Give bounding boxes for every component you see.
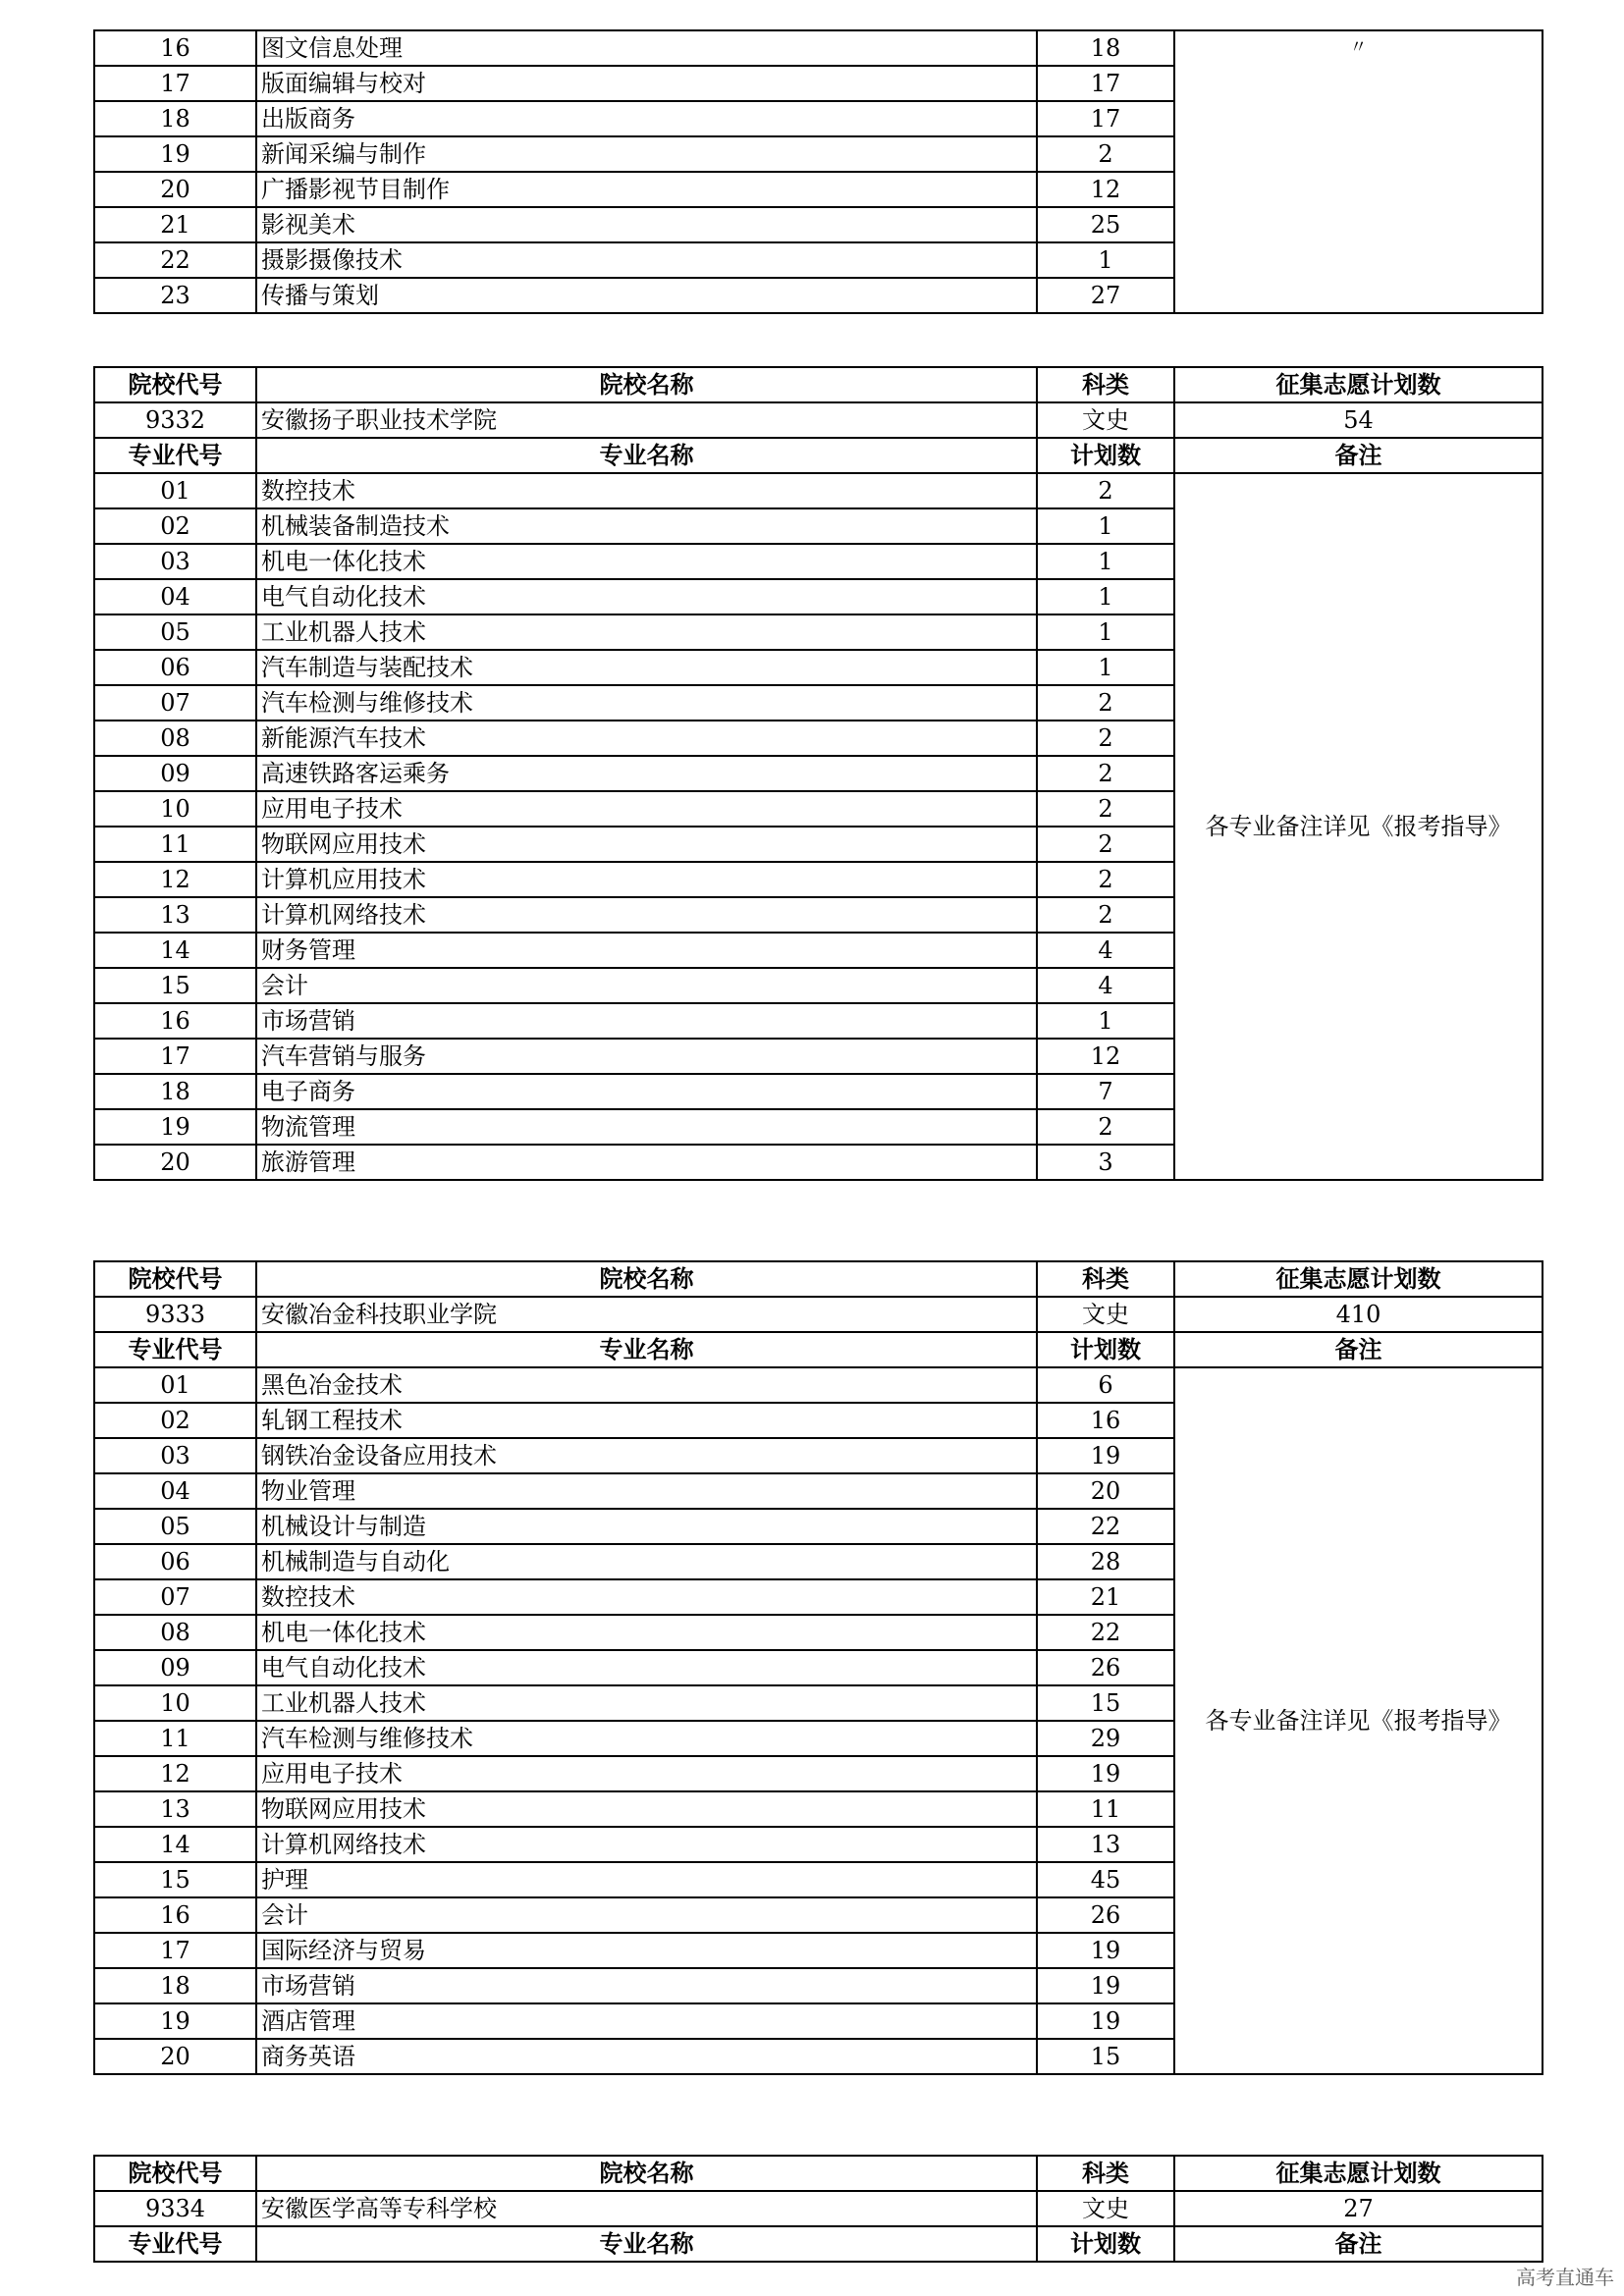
school-plan-total: 410 xyxy=(1174,1297,1543,1332)
major-header-row xyxy=(94,2226,1543,2262)
plan-count: 11 xyxy=(1037,1791,1174,1827)
major-name: 汽车营销与服务 xyxy=(256,1039,1037,1074)
major-name: 图文信息处理 xyxy=(256,30,1037,66)
plan-count: 21 xyxy=(1037,1579,1174,1615)
plan-count: 4 xyxy=(1037,968,1174,1003)
major-code: 13 xyxy=(94,1791,256,1827)
plan-count: 2 xyxy=(1037,897,1174,933)
plan-count: 17 xyxy=(1037,66,1174,101)
major-code: 06 xyxy=(94,1544,256,1579)
header-major-name: 专业名称 xyxy=(256,438,1037,473)
major-name: 市场营销 xyxy=(256,1003,1037,1039)
major-code: 09 xyxy=(94,756,256,791)
major-code: 17 xyxy=(94,1933,256,1968)
major-code: 20 xyxy=(94,1145,256,1180)
header-remarks: 备注 xyxy=(1174,1332,1543,1367)
major-row xyxy=(94,1367,1543,1403)
major-name: 会计 xyxy=(256,968,1037,1003)
major-name: 数控技术 xyxy=(256,473,1037,508)
major-code: 19 xyxy=(94,1109,256,1145)
school-info-row xyxy=(94,2191,1543,2226)
major-code: 07 xyxy=(94,1579,256,1615)
plan-count: 2 xyxy=(1037,473,1174,508)
school-name: 安徽冶金科技职业学院 xyxy=(256,1297,1037,1332)
major-name: 财务管理 xyxy=(256,933,1037,968)
plan-count: 18 xyxy=(1037,30,1174,66)
school-category: 文史 xyxy=(1037,1297,1174,1332)
school-plan-total: 54 xyxy=(1174,402,1543,438)
header-school-code: 院校代号 xyxy=(94,1261,256,1297)
plan-count: 1 xyxy=(1037,1003,1174,1039)
major-code: 02 xyxy=(94,508,256,544)
major-name: 电气自动化技术 xyxy=(256,1650,1037,1685)
major-code: 16 xyxy=(94,1897,256,1933)
header-category: 科类 xyxy=(1037,1261,1174,1297)
plan-count: 20 xyxy=(1037,1473,1174,1509)
school-category: 文史 xyxy=(1037,2191,1174,2226)
major-code: 11 xyxy=(94,827,256,862)
major-name: 电气自动化技术 xyxy=(256,579,1037,614)
header-major-code: 专业代号 xyxy=(94,2226,256,2262)
header-major-code: 专业代号 xyxy=(94,1332,256,1367)
major-code: 19 xyxy=(94,136,256,172)
plan-count: 28 xyxy=(1037,1544,1174,1579)
major-code: 04 xyxy=(94,579,256,614)
major-name: 机电一体化技术 xyxy=(256,544,1037,579)
major-name: 汽车检测与维修技术 xyxy=(256,1721,1037,1756)
plan-count: 2 xyxy=(1037,827,1174,862)
plan-count: 12 xyxy=(1037,1039,1174,1074)
major-code: 03 xyxy=(94,544,256,579)
header-plan-total: 征集志愿计划数 xyxy=(1174,2156,1543,2191)
plan-count: 17 xyxy=(1037,101,1174,136)
major-code: 20 xyxy=(94,2039,256,2074)
major-name: 工业机器人技术 xyxy=(256,614,1037,650)
plan-count: 22 xyxy=(1037,1615,1174,1650)
remarks-note: 〃 xyxy=(1174,30,1543,313)
school-code: 9332 xyxy=(94,402,256,438)
school-plan-total: 27 xyxy=(1174,2191,1543,2226)
major-code: 16 xyxy=(94,1003,256,1039)
plan-count: 13 xyxy=(1037,1827,1174,1862)
header-school-code: 院校代号 xyxy=(94,2156,256,2191)
plan-count: 19 xyxy=(1037,2003,1174,2039)
major-name: 物联网应用技术 xyxy=(256,827,1037,862)
major-name: 工业机器人技术 xyxy=(256,1685,1037,1721)
major-name: 物业管理 xyxy=(256,1473,1037,1509)
plan-count: 16 xyxy=(1037,1403,1174,1438)
major-code: 05 xyxy=(94,1509,256,1544)
header-category: 科类 xyxy=(1037,2156,1174,2191)
plan-count: 2 xyxy=(1037,685,1174,721)
major-name: 应用电子技术 xyxy=(256,1756,1037,1791)
major-code: 22 xyxy=(94,242,256,278)
header-category: 科类 xyxy=(1037,367,1174,402)
major-code: 23 xyxy=(94,278,256,313)
school-category: 文史 xyxy=(1037,402,1174,438)
major-code: 18 xyxy=(94,1074,256,1109)
plan-count: 15 xyxy=(1037,1685,1174,1721)
header-school-code: 院校代号 xyxy=(94,367,256,402)
major-code: 10 xyxy=(94,791,256,827)
major-name: 机械装备制造技术 xyxy=(256,508,1037,544)
plan-count: 4 xyxy=(1037,933,1174,968)
major-row xyxy=(94,473,1543,508)
major-code: 07 xyxy=(94,685,256,721)
school-header-row xyxy=(94,367,1543,402)
plan-count: 22 xyxy=(1037,1509,1174,1544)
watermark-text: 高考直通车 xyxy=(1516,2266,1614,2289)
major-name: 轧钢工程技术 xyxy=(256,1403,1037,1438)
major-code: 21 xyxy=(94,207,256,242)
school-code: 9334 xyxy=(94,2191,256,2226)
major-code: 10 xyxy=(94,1685,256,1721)
major-name: 版面编辑与校对 xyxy=(256,66,1037,101)
header-plan-count: 计划数 xyxy=(1037,438,1174,473)
header-school-name: 院校名称 xyxy=(256,1261,1037,1297)
major-code: 02 xyxy=(94,1403,256,1438)
major-name: 广播影视节目制作 xyxy=(256,172,1037,207)
major-name: 影视美术 xyxy=(256,207,1037,242)
plan-count: 2 xyxy=(1037,791,1174,827)
school-info-row xyxy=(94,1297,1543,1332)
plan-count: 1 xyxy=(1037,508,1174,544)
major-code: 05 xyxy=(94,614,256,650)
plan-count: 1 xyxy=(1037,242,1174,278)
major-code: 11 xyxy=(94,1721,256,1756)
major-name: 会计 xyxy=(256,1897,1037,1933)
plan-count: 2 xyxy=(1037,136,1174,172)
plan-count: 2 xyxy=(1037,756,1174,791)
major-row xyxy=(94,30,1543,66)
plan-count: 1 xyxy=(1037,579,1174,614)
major-header-row xyxy=(94,438,1543,473)
major-code: 18 xyxy=(94,101,256,136)
major-name: 计算机应用技术 xyxy=(256,862,1037,897)
header-plan-total: 征集志愿计划数 xyxy=(1174,367,1543,402)
plan-count: 7 xyxy=(1037,1074,1174,1109)
header-major-name: 专业名称 xyxy=(256,2226,1037,2262)
major-code: 15 xyxy=(94,968,256,1003)
plan-count: 6 xyxy=(1037,1367,1174,1403)
major-name: 高速铁路客运乘务 xyxy=(256,756,1037,791)
plan-count: 1 xyxy=(1037,544,1174,579)
major-code: 17 xyxy=(94,66,256,101)
major-name: 新闻采编与制作 xyxy=(256,136,1037,172)
major-name: 计算机网络技术 xyxy=(256,1827,1037,1862)
plan-count: 45 xyxy=(1037,1862,1174,1897)
plan-count: 15 xyxy=(1037,2039,1174,2074)
header-major-code: 专业代号 xyxy=(94,438,256,473)
major-code: 16 xyxy=(94,30,256,66)
plan-count: 3 xyxy=(1037,1145,1174,1180)
header-remarks: 备注 xyxy=(1174,2226,1543,2262)
major-name: 计算机网络技术 xyxy=(256,897,1037,933)
plan-count: 2 xyxy=(1037,1109,1174,1145)
header-school-name: 院校名称 xyxy=(256,2156,1037,2191)
header-plan-total: 征集志愿计划数 xyxy=(1174,1261,1543,1297)
major-name: 电子商务 xyxy=(256,1074,1037,1109)
school-table-9333 xyxy=(93,1260,1543,2075)
plan-count: 19 xyxy=(1037,1933,1174,1968)
plan-count: 19 xyxy=(1037,1968,1174,2003)
major-code: 19 xyxy=(94,2003,256,2039)
major-code: 01 xyxy=(94,473,256,508)
major-name: 黑色冶金技术 xyxy=(256,1367,1037,1403)
major-name: 护理 xyxy=(256,1862,1037,1897)
plan-count: 26 xyxy=(1037,1897,1174,1933)
major-name: 国际经济与贸易 xyxy=(256,1933,1037,1968)
major-name: 物联网应用技术 xyxy=(256,1791,1037,1827)
major-code: 14 xyxy=(94,1827,256,1862)
school-name: 安徽扬子职业技术学院 xyxy=(256,402,1037,438)
plan-count: 1 xyxy=(1037,650,1174,685)
school-info-row xyxy=(94,402,1543,438)
header-major-name: 专业名称 xyxy=(256,1332,1037,1367)
major-code: 09 xyxy=(94,1650,256,1685)
header-plan-count: 计划数 xyxy=(1037,2226,1174,2262)
major-code: 15 xyxy=(94,1862,256,1897)
major-name: 传播与策划 xyxy=(256,278,1037,313)
continued-majors-table xyxy=(93,29,1543,314)
major-name: 新能源汽车技术 xyxy=(256,721,1037,756)
school-header-row xyxy=(94,1261,1543,1297)
plan-count: 25 xyxy=(1037,207,1174,242)
major-code: 01 xyxy=(94,1367,256,1403)
major-name: 市场营销 xyxy=(256,1968,1037,2003)
major-code: 08 xyxy=(94,1615,256,1650)
major-name: 汽车检测与维修技术 xyxy=(256,685,1037,721)
plan-count: 2 xyxy=(1037,862,1174,897)
header-plan-count: 计划数 xyxy=(1037,1332,1174,1367)
major-code: 04 xyxy=(94,1473,256,1509)
plan-count: 19 xyxy=(1037,1438,1174,1473)
major-name: 出版商务 xyxy=(256,101,1037,136)
school-table-9334 xyxy=(93,2155,1543,2263)
plan-count: 26 xyxy=(1037,1650,1174,1685)
major-name: 酒店管理 xyxy=(256,2003,1037,2039)
header-remarks: 备注 xyxy=(1174,438,1543,473)
remarks-note: 各专业备注详见《报考指导》 xyxy=(1174,1367,1543,2074)
plan-count: 12 xyxy=(1037,172,1174,207)
major-code: 18 xyxy=(94,1968,256,2003)
major-name: 钢铁冶金设备应用技术 xyxy=(256,1438,1037,1473)
major-code: 17 xyxy=(94,1039,256,1074)
major-name: 汽车制造与装配技术 xyxy=(256,650,1037,685)
major-name: 物流管理 xyxy=(256,1109,1037,1145)
plan-count: 2 xyxy=(1037,721,1174,756)
major-name: 数控技术 xyxy=(256,1579,1037,1615)
major-code: 12 xyxy=(94,1756,256,1791)
major-header-row xyxy=(94,1332,1543,1367)
major-name: 应用电子技术 xyxy=(256,791,1037,827)
plan-count: 27 xyxy=(1037,278,1174,313)
major-code: 08 xyxy=(94,721,256,756)
major-name: 旅游管理 xyxy=(256,1145,1037,1180)
major-name: 机械设计与制造 xyxy=(256,1509,1037,1544)
plan-count: 29 xyxy=(1037,1721,1174,1756)
major-code: 14 xyxy=(94,933,256,968)
school-header-row xyxy=(94,2156,1543,2191)
school-name: 安徽医学高等专科学校 xyxy=(256,2191,1037,2226)
major-name: 摄影摄像技术 xyxy=(256,242,1037,278)
major-name: 商务英语 xyxy=(256,2039,1037,2074)
remarks-note: 各专业备注详见《报考指导》 xyxy=(1174,473,1543,1180)
major-code: 20 xyxy=(94,172,256,207)
major-code: 03 xyxy=(94,1438,256,1473)
school-code: 9333 xyxy=(94,1297,256,1332)
major-name: 机械制造与自动化 xyxy=(256,1544,1037,1579)
major-code: 06 xyxy=(94,650,256,685)
header-school-name: 院校名称 xyxy=(256,367,1037,402)
plan-count: 1 xyxy=(1037,614,1174,650)
school-table-9332 xyxy=(93,366,1543,1181)
major-name: 机电一体化技术 xyxy=(256,1615,1037,1650)
major-code: 12 xyxy=(94,862,256,897)
major-code: 13 xyxy=(94,897,256,933)
plan-count: 19 xyxy=(1037,1756,1174,1791)
